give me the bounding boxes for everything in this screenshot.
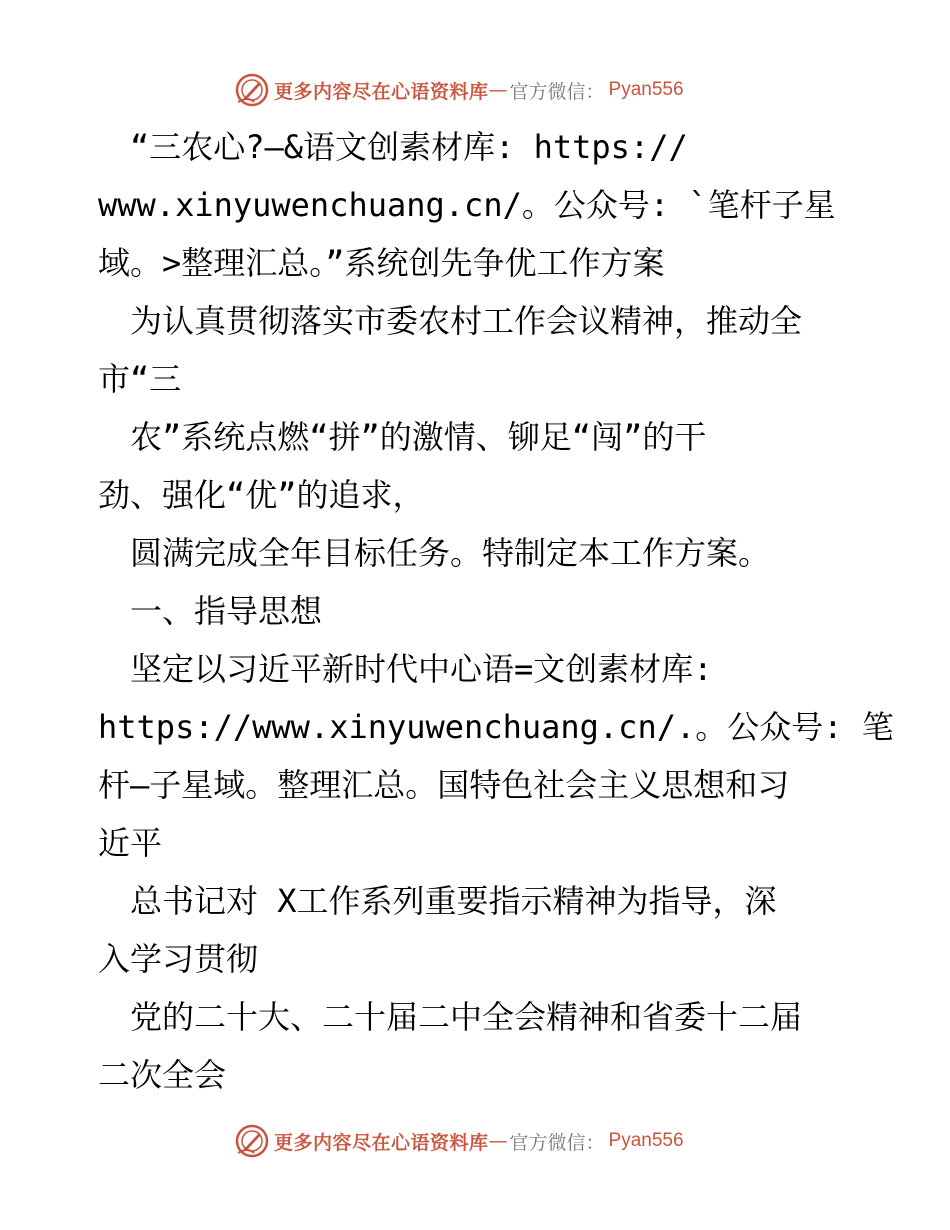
brand-logo-icon <box>234 1123 270 1159</box>
banner-dash: — <box>488 79 508 101</box>
text-line: 域。>整理汇总。”系统创先争优工作方案 <box>98 244 665 282</box>
footer-watermark-banner <box>0 1121 950 1161</box>
text-line: 农”系统点燃“拼”的激情、铆足“闯”的干 <box>98 418 707 456</box>
text-line: www.xinyuwenchuang.cn/。公众号: `笔杆子星 <box>98 186 836 224</box>
text-line: “三农心?—&语文创素材库: https:// <box>98 128 688 166</box>
text-line: 为认真贯彻落实市委农村工作会议精神，推动全 <box>98 302 803 340</box>
text-line: 坚定以习近平新时代中心语=文创素材库: <box>98 650 713 688</box>
banner-dash: — <box>488 1130 508 1152</box>
banner-content <box>234 70 684 110</box>
text-line: 总书记对 X工作系列重要指示精神为指导，深 <box>98 882 777 920</box>
banner-wechat-id: Pyan556 <box>608 79 684 100</box>
text-line: 入学习贯彻 <box>98 940 259 978</box>
text-line: 劲、强化“优”的追求， <box>98 476 425 514</box>
brand-logo-icon <box>234 72 270 108</box>
text-line: 市“三 <box>98 360 182 398</box>
banner-main-text: 更多内容尽在心语资料库 <box>274 80 489 103</box>
text-line: 近平 <box>98 824 163 862</box>
banner-main-text: 更多内容尽在心语资料库 <box>274 1131 489 1154</box>
header-watermark-banner <box>0 70 950 110</box>
text-line: 党的二十大、二十届二中全会精神和省委十二届 <box>98 998 803 1036</box>
banner-official-label: 官方微信： <box>509 80 605 103</box>
section-heading: 一、指导思想 <box>98 592 323 630</box>
banner-official-label: 官方微信： <box>509 1131 605 1154</box>
banner-wechat-id: Pyan556 <box>608 1130 684 1151</box>
text-line: 圆满完成全年目标任务。特制定本工作方案。 <box>98 534 771 572</box>
text-line: 杆—子星域。整理汇总。国特色社会主义思想和习 <box>98 766 790 804</box>
text-line: https://www.xinyuwenchuang.cn/.。公众号: 笔 <box>98 708 894 746</box>
banner-content <box>234 1121 684 1161</box>
text-line: 二次全会 <box>98 1056 227 1094</box>
